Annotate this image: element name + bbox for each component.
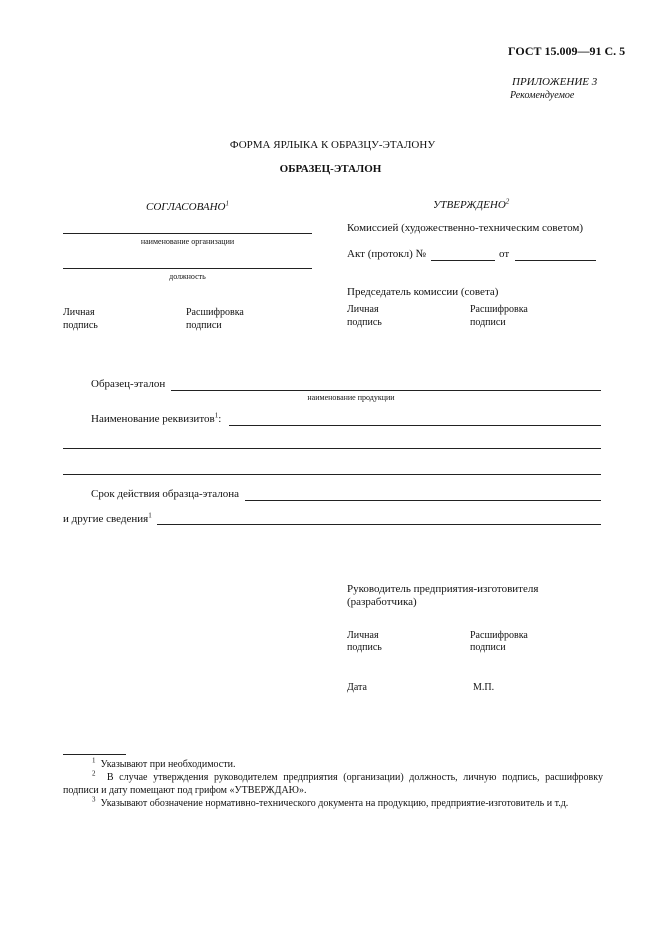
- organization-caption: наименование организации: [140, 237, 235, 246]
- right-signature-label: Личная: [347, 304, 379, 315]
- requisites-field-line-3[interactable]: [63, 474, 601, 475]
- manufacturer-signature-label: Личная: [347, 630, 379, 641]
- commission-label: Комиссией (художественно-техническим советом): [347, 222, 584, 234]
- left-decode-label: Расшифровка: [186, 307, 244, 318]
- manufacturer-signature-label-2: подпись: [347, 642, 382, 653]
- manufacturer-head-label-2: (разработчика): [347, 596, 417, 608]
- act-date-field[interactable]: [515, 260, 596, 261]
- form-subtitle: ОБРАЗЕЦ-ЭТАЛОН: [279, 163, 382, 175]
- requisites-field-line-2[interactable]: [63, 448, 601, 449]
- sample-label: Образец-эталон: [91, 378, 166, 390]
- right-signature-label-2: подпись: [347, 317, 382, 328]
- footnote-2: $^2$ В случае утверждения руководителем предприятия (организации) должность, личную подпись, расшифровку подписи и дату помещают под грифом «УТВЕРЖДАЮ».: [63, 769, 603, 796]
- footnote-1: $^1$ Указывают при необходимости.: [92, 756, 236, 770]
- sample-field[interactable]: [171, 390, 601, 391]
- right-decode-label-2: подписи: [470, 317, 506, 328]
- other-info-field[interactable]: [157, 524, 601, 525]
- position-line[interactable]: [63, 268, 312, 269]
- recommended-label: Рекомендуемое: [510, 90, 575, 101]
- act-number-field[interactable]: [431, 260, 495, 261]
- left-signature-label-2: подпись: [63, 320, 98, 331]
- manufacturer-decode-label-2: подписи: [470, 642, 506, 653]
- position-caption: должность: [169, 272, 206, 281]
- date-label: Дата: [347, 682, 367, 693]
- product-caption: наименование продукции: [307, 393, 395, 402]
- stamp-label: М.П.: [473, 682, 495, 693]
- left-signature-label: Личная: [63, 307, 95, 318]
- right-decode-label: Расшифровка: [470, 304, 528, 315]
- appendix-label: ПРИЛОЖЕНИЕ 3: [512, 76, 598, 88]
- left-decode-label-2: подписи: [186, 320, 222, 331]
- act-from-label: от: [499, 248, 510, 260]
- form-title: ФОРМА ЯРЛЫКА К ОБРАЗЦУ-ЭТАЛОНУ: [229, 139, 436, 151]
- other-info-label: и другие сведения$^1$: [63, 511, 152, 525]
- agreed-heading: СОГЛАСОВАНО$^1$: [146, 199, 229, 213]
- footnote-separator: [63, 754, 126, 755]
- validity-label: Срок действия образца-эталона: [91, 488, 240, 500]
- document-code: ГОСТ 15.009—91 С. 5: [508, 44, 626, 58]
- approved-heading: УТВЕРЖДЕНО$^2$: [433, 197, 510, 211]
- chairman-label: Председатель комиссии (совета): [347, 286, 499, 298]
- validity-field[interactable]: [245, 500, 601, 501]
- requisites-label: Наименование реквизитов$^1$:: [91, 411, 222, 425]
- footnote-3: $^3$ Указывают обозначение нормативно-технического документа на продукцию, предприятие-изготовитель и т.д.: [92, 795, 569, 809]
- requisites-field[interactable]: [229, 425, 601, 426]
- manufacturer-decode-label: Расшифровка: [470, 630, 528, 641]
- act-label: Акт (протокл) №: [347, 248, 427, 260]
- manufacturer-head-label: Руководитель предприятия-изготовителя: [347, 583, 539, 595]
- organization-line[interactable]: [63, 233, 312, 234]
